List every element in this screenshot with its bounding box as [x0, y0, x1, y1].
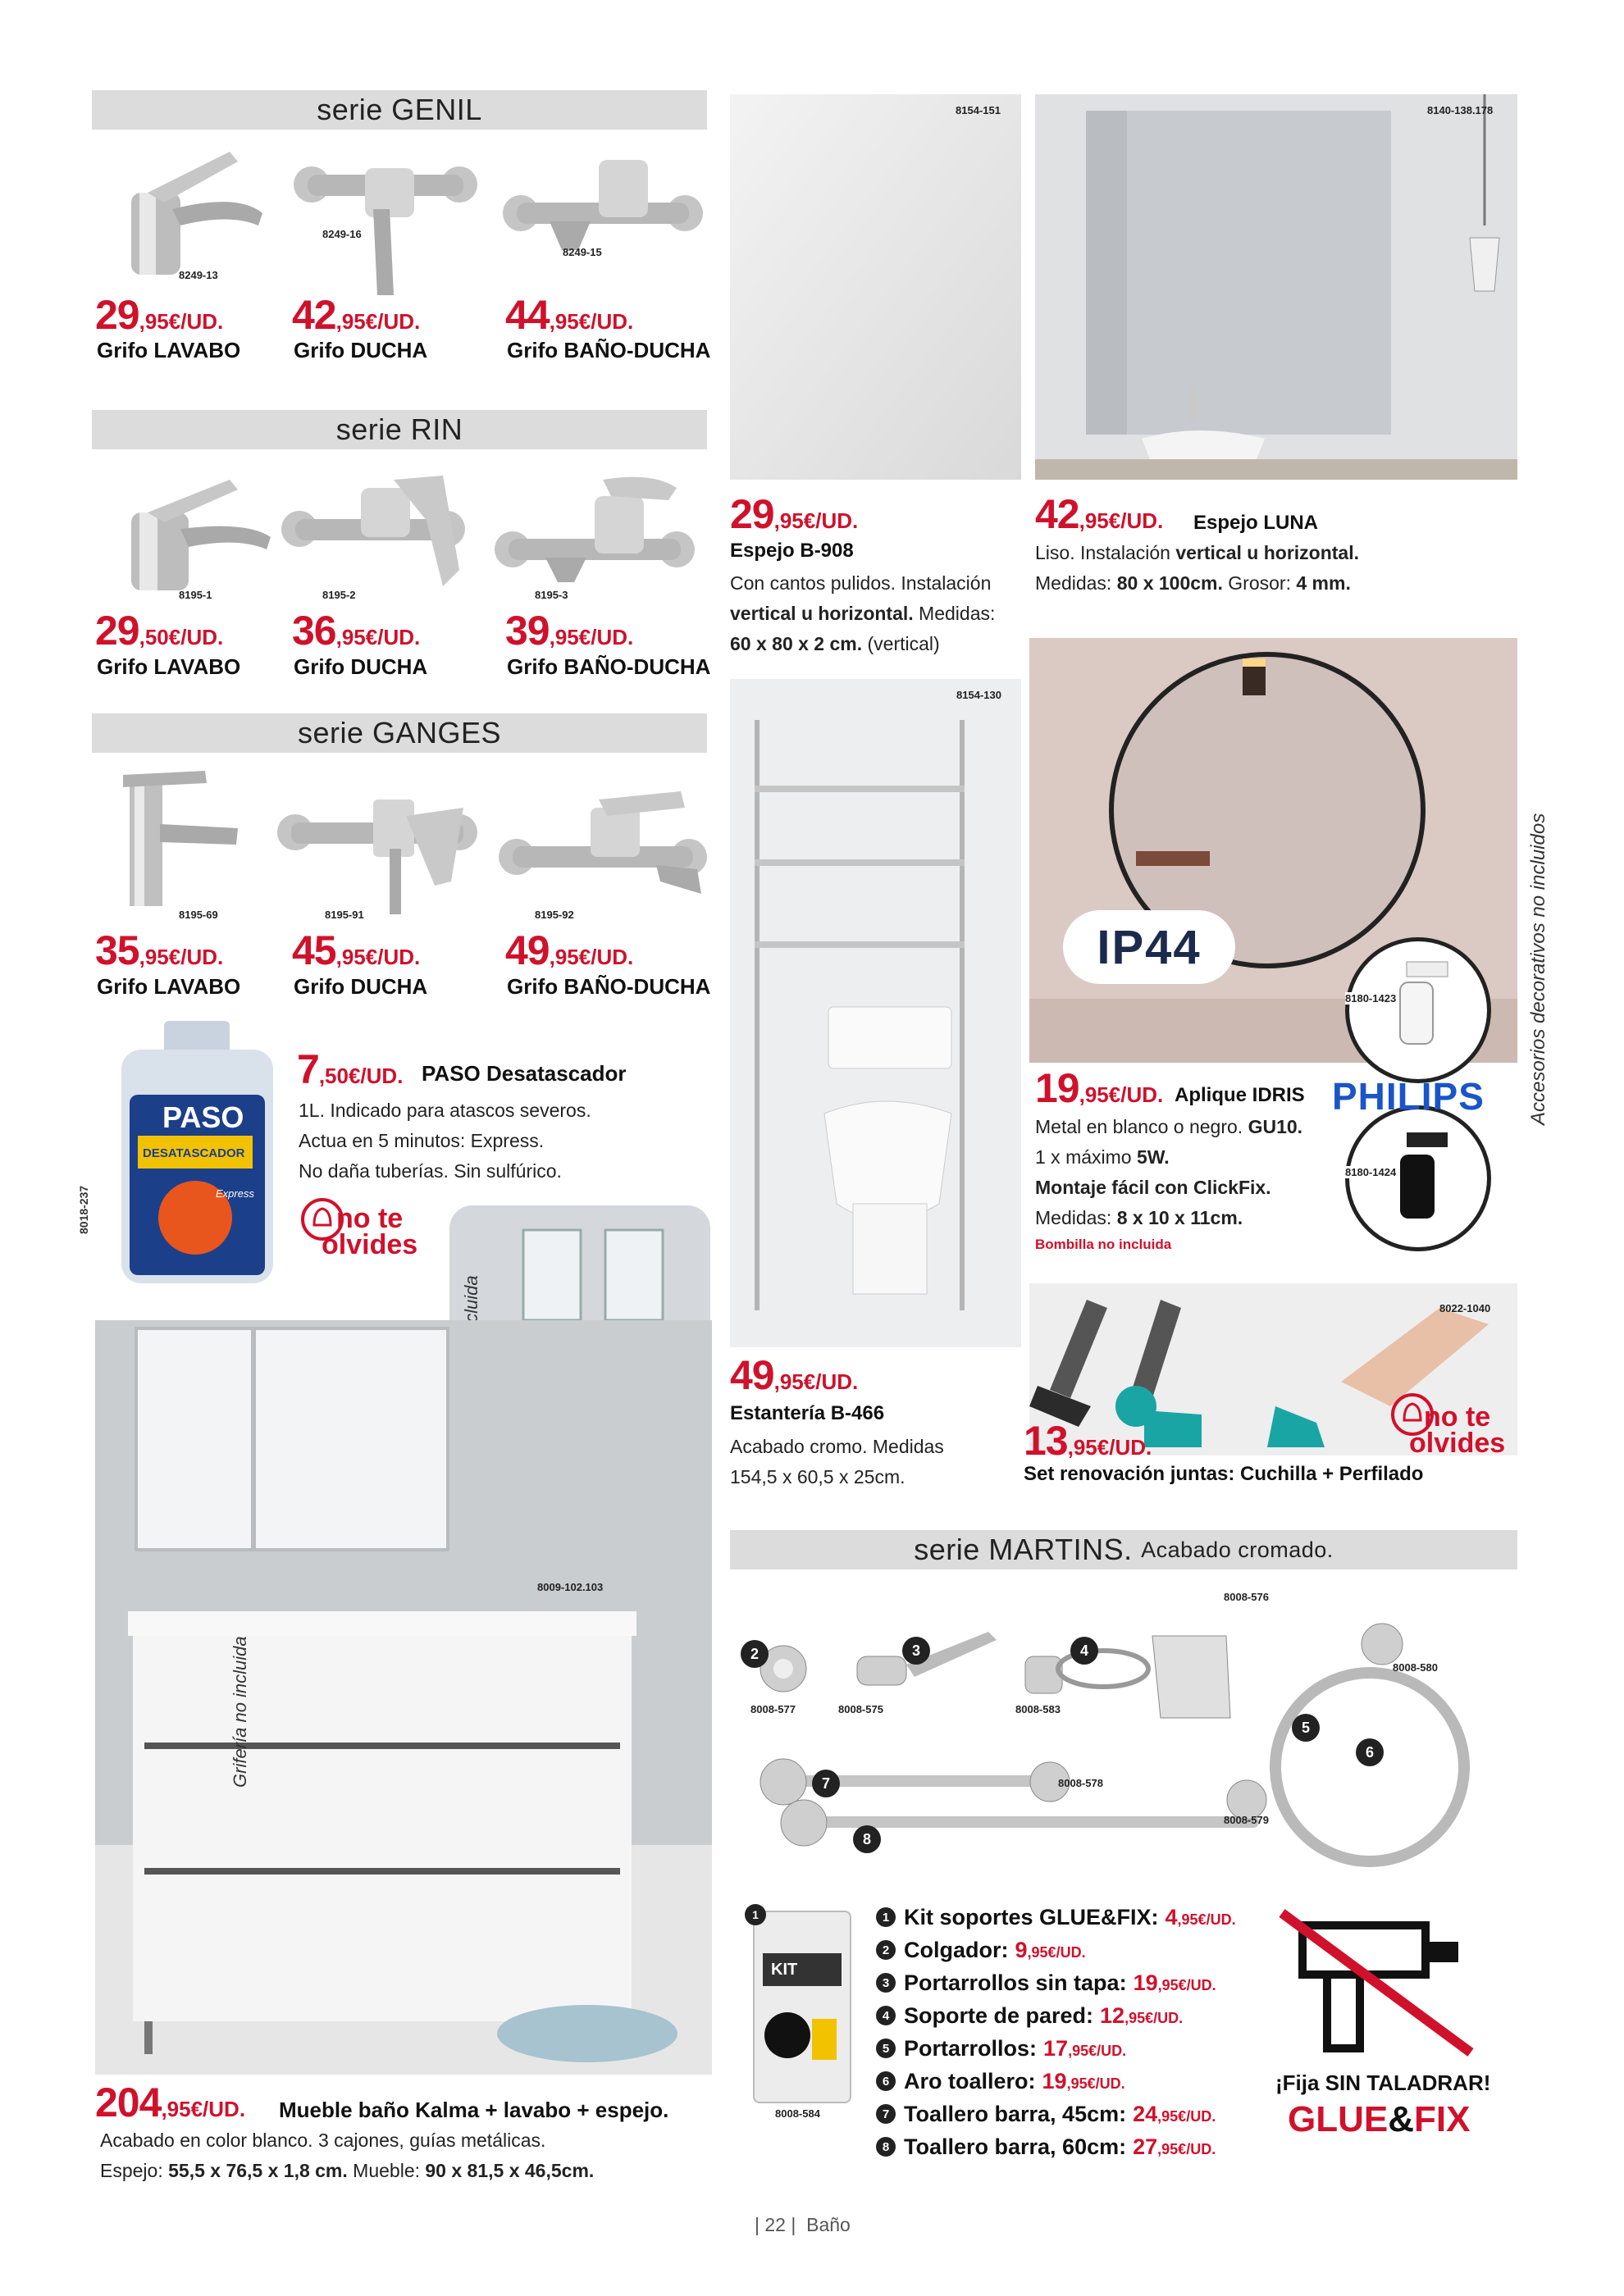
product-code: 8249-16	[322, 228, 362, 240]
product-code: 8008-584	[775, 2107, 820, 2120]
price: 35,95€/UD.	[95, 927, 224, 973]
paso-bottle-image	[113, 1021, 281, 1287]
product-name: Aplique IDRIS	[1175, 1084, 1305, 1106]
product-code: 8008-578	[1058, 1777, 1103, 1789]
martins-item: 3 Portarrollos sin tapa: 19,95€/UD.	[876, 1966, 1236, 1999]
product-code: 8140-138.178	[1427, 104, 1494, 116]
espejo-luna-image	[1035, 94, 1517, 480]
martins-item: 7 Toallero barra, 45cm: 24,95€/UD.	[876, 2098, 1236, 2130]
price: 49,95€/UD.	[505, 927, 634, 973]
bombilla-note: Bombilla no incluida	[1035, 1237, 1172, 1252]
faucet-bano-ducha-image	[488, 472, 701, 586]
product-code: 8008-583	[1015, 1703, 1061, 1715]
lamp-black-thumb	[1345, 1105, 1491, 1251]
product-code: 8154-151	[956, 104, 1001, 116]
product-code: 8249-13	[179, 269, 218, 281]
product-code: 8008-577	[750, 1703, 796, 1715]
martins-price-list	[876, 1901, 1236, 2163]
number-badge: 2	[741, 1640, 769, 1668]
product-code: 8249-15	[563, 246, 602, 258]
product-name: Grifo LAVABO	[97, 338, 241, 362]
number-badge: 6	[1356, 1738, 1384, 1766]
number-badge: 5	[1292, 1714, 1320, 1742]
price: 44,95€/UD.	[505, 292, 634, 338]
fija-sin-taladrar: ¡Fija SIN TALADRAR!	[1275, 2070, 1491, 2095]
aplique-description: Metal en blanco o negro. GU10. 1 x máximo 5W. Montaje fácil con ClickFix. Medidas: 8 x 10 x 11cm.	[1035, 1116, 1303, 1228]
product-code: 8022-1040	[1439, 1302, 1491, 1314]
number-badge: 1	[745, 1904, 766, 1925]
price: 36,95€/UD.	[292, 608, 421, 654]
estanteria-description: Acabado cromo. Medidas 154,5 x 60,5 x 25cm.	[730, 1436, 944, 1487]
product-name: Espejo LUNA	[1193, 512, 1319, 534]
ip44-badge: IP44	[1063, 910, 1235, 984]
no-te-olvides-badge: no te olvides	[322, 1203, 418, 1260]
paso-description: 1L. Indicado para atascos severos. Actua en 5 minutos: Express. No daña tuberías. Sin sulfúrico.	[299, 1100, 591, 1182]
product-code: 8180-1423	[1345, 992, 1397, 1004]
no-te-olvides-badge: no te olvides	[1409, 1401, 1506, 1459]
kit-glue-fix-image	[753, 1911, 851, 2103]
product-code: 8195-2	[322, 589, 356, 601]
product-name: Mueble baño Kalma + lavabo + espejo.	[279, 2098, 669, 2122]
product-code: 8195-1	[179, 589, 212, 601]
martins-item: 6 Aro toallero: 19,95€/UD.	[876, 2065, 1236, 2098]
product-name: Grifo LAVABO	[97, 654, 241, 679]
page-footer: | 22 | Baño	[755, 2214, 851, 2235]
product-name: Grifo DUCHA	[294, 654, 428, 679]
griferia-note: Grifería no incluida	[230, 1636, 250, 1788]
product-code: 8180-1424	[1345, 1166, 1397, 1178]
vanity-main-photo	[95, 1320, 712, 2075]
product-name: Grifo LAVABO	[97, 974, 241, 999]
mueble-description: Acabado en color blanco. 3 cajones, guías metálicas. Espejo: 55,5 x 76,5 x 1,8 cm. Mueble: 90 x 81,5 x 46,5cm.	[100, 2130, 595, 2181]
espejo-b908-description: Con cantos pulidos. Instalación vertical u horizontal. Medidas: 60 x 80 x 2 cm. (vertical)	[730, 572, 996, 654]
espejo-b908-image	[730, 94, 1021, 480]
product-code: 8195-69	[179, 909, 218, 921]
product-name: Grifo BAÑO-DUCHA	[507, 654, 711, 679]
product-code: 8195-3	[535, 589, 568, 601]
product-name: Grifo DUCHA	[294, 338, 428, 362]
price: 13,95€/UD.	[1024, 1418, 1152, 1464]
product-code: 8009-102.103	[537, 1581, 604, 1593]
faucet-lavabo-image	[107, 472, 279, 594]
faucet-ducha-image	[291, 152, 480, 299]
number-badge: 8	[853, 1825, 881, 1853]
faucet-bano-ducha-image	[492, 787, 714, 910]
price: 19,95€/UD.	[1035, 1065, 1164, 1111]
side-note: Accesorios decorativos no incluidos	[1527, 813, 1549, 1125]
product-code: 8008-575	[838, 1703, 883, 1715]
price: 39,95€/UD.	[505, 608, 634, 654]
faucet-lavabo-image	[115, 767, 246, 910]
estanteria-image	[730, 679, 1021, 1347]
product-code: 8018-237	[77, 1185, 90, 1234]
price: 204,95€/UD.	[95, 2080, 246, 2125]
glue-fix-logo: GLUE&FIX	[1288, 2099, 1471, 2139]
bottle-express-text: Express	[216, 1187, 254, 1200]
philips-logo: PHILIPS	[1332, 1075, 1485, 1118]
no-drill-icon	[1270, 1901, 1483, 2065]
bottle-brand-text: PASO	[162, 1100, 244, 1134]
price: 7,50€/UD.	[297, 1046, 404, 1092]
number-badge: 4	[1070, 1637, 1098, 1665]
product-name: Set renovación juntas: Cuchilla + Perfilado	[1024, 1463, 1424, 1485]
martins-item: 5 Portarrollos: 17,95€/UD.	[876, 2032, 1236, 2065]
martins-item: 8 Toallero barra, 60cm: 27,95€/UD.	[876, 2130, 1236, 2163]
bottle-sub-text: DESATASCADOR	[143, 1146, 245, 1160]
price: 42,95€/UD.	[292, 292, 421, 338]
price: 29,95€/UD.	[730, 491, 859, 537]
faucet-ducha-image	[275, 791, 480, 939]
martins-header: serie MARTINS. Acabado cromado.	[730, 1530, 1517, 1569]
ganges-header: serie GANGES	[92, 713, 707, 753]
martins-item: 1 Kit soportes GLUE&FIX: 4,95€/UD.	[876, 1901, 1236, 1934]
price: 45,95€/UD.	[292, 927, 421, 973]
product-name: Estantería B-466	[730, 1402, 885, 1424]
product-name: Grifo BAÑO-DUCHA	[507, 974, 711, 999]
faucet-lavabo-image	[107, 144, 279, 283]
price: 42,95€/UD.	[1035, 491, 1164, 537]
product-code: 8195-92	[535, 909, 574, 921]
number-badge: 3	[902, 1637, 930, 1665]
product-name: Grifo DUCHA	[294, 974, 428, 999]
product-code: 8195-91	[325, 909, 364, 921]
faucet-bano-ducha-image	[500, 144, 705, 258]
number-badge: 7	[812, 1770, 840, 1797]
product-code: 8008-579	[1224, 1814, 1269, 1826]
price: 29,50€/UD.	[95, 608, 224, 654]
price: 29,95€/UD.	[95, 292, 224, 338]
martins-item: 2 Colgador: 9,95€/UD.	[876, 1934, 1236, 1966]
price: 49,95€/UD.	[730, 1352, 859, 1398]
product-name: PASO Desatascador	[422, 1061, 627, 1086]
kit-label-text: KIT	[771, 1961, 798, 1979]
martins-item: 4 Soporte de pared: 12,95€/UD.	[876, 1999, 1236, 2032]
rin-header: serie RIN	[92, 410, 707, 449]
lamp-white-thumb	[1345, 937, 1491, 1083]
product-code: 8008-576	[1224, 1591, 1269, 1603]
genil-header: serie GENIL	[92, 90, 707, 130]
martins-accessories-image	[742, 1620, 1505, 1915]
product-code: 8154-130	[956, 689, 1001, 701]
faucet-ducha-image	[279, 472, 468, 594]
product-name: Espejo B-908	[730, 540, 854, 562]
product-name: Grifo BAÑO-DUCHA	[507, 338, 711, 362]
product-code: 8008-580	[1393, 1661, 1438, 1674]
espejo-luna-description: Liso. Instalación vertical u horizontal. Medidas: 80 x 100cm. Grosor: 4 mm.	[1035, 542, 1359, 594]
